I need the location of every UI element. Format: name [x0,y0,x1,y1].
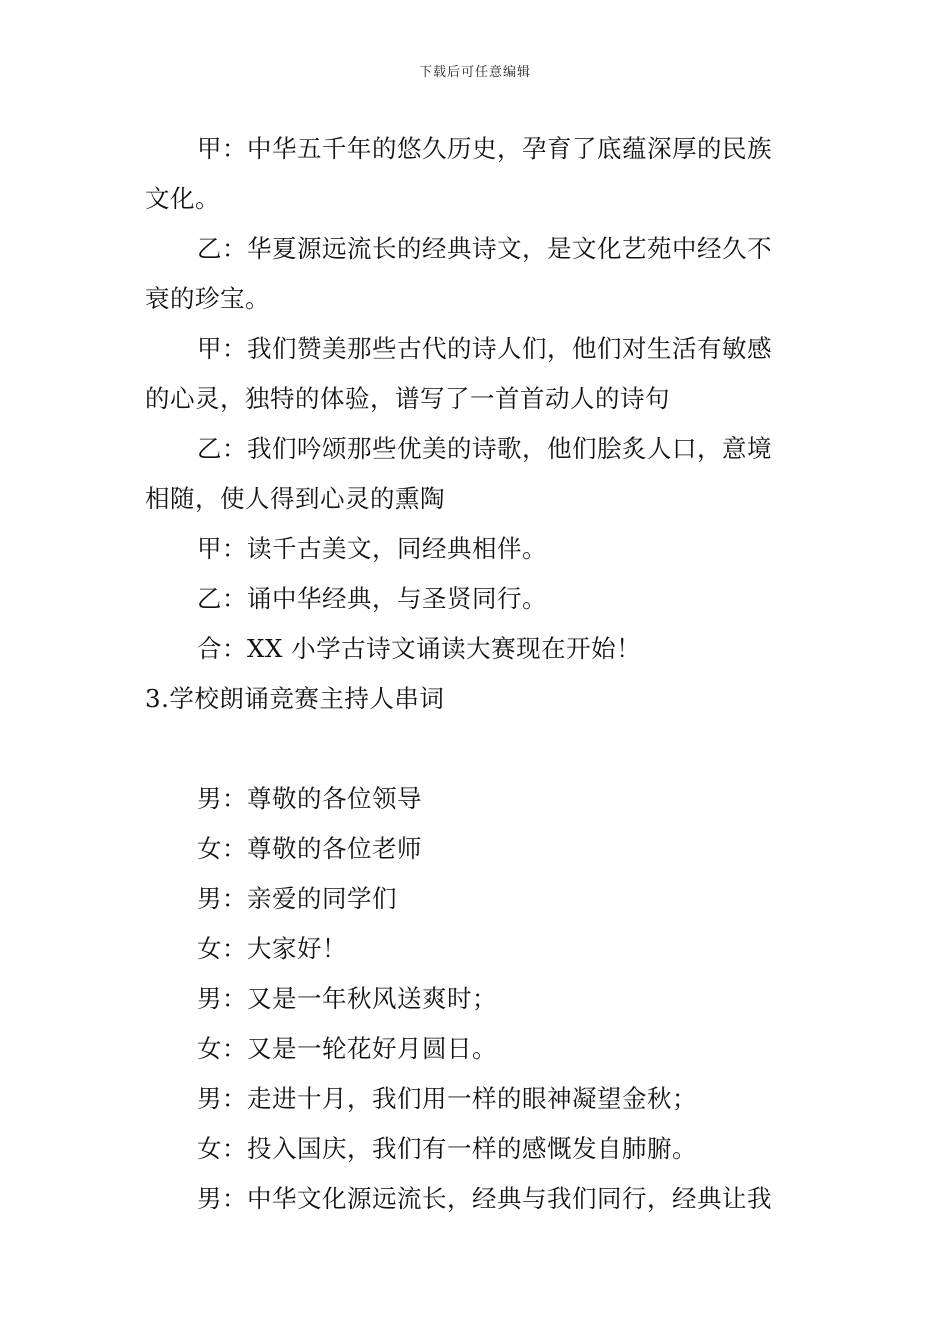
paragraph-line: 文化。 [145,184,220,213]
paragraph-line: 男：中华文化源远流长，经典与我们同行，经典让我 [197,1184,772,1213]
paragraph-line: 女：投入国庆，我们有一样的感慨发自肺腑。 [197,1134,697,1163]
paragraph-line: 男：亲爱的同学们 [197,884,397,913]
blank-line [145,724,810,774]
paragraph-line: 甲：读千古美文，同经典相伴。 [197,534,547,563]
paragraph-line: 男：走进十月，我们用一样的眼神凝望金秋； [197,1084,697,1113]
paragraph-line: 衰的珍宝。 [145,284,270,313]
paragraph-line: 乙：我们吟颂那些优美的诗歌，他们脍炙人口，意境 [197,434,772,463]
page-header: 下载后可任意编辑 [418,65,531,80]
paragraph-line: 男：又是一年秋风送爽时； [197,984,497,1013]
paragraph-line: 甲：我们赞美那些古代的诗人们，他们对生活有敏感 [197,334,772,363]
section-heading: 3.学校朗诵竞赛主持人串词 [145,684,445,713]
paragraph-line: 女：尊敬的各位老师 [197,834,422,863]
paragraph-line: 的心灵，独特的体验，谱写了一首首动人的诗句 [145,384,670,413]
document-body [145,124,810,1224]
paragraph-line: 女：大家好！ [197,934,347,963]
paragraph-line: 男：尊敬的各位领导 [197,784,422,813]
paragraph-line: 合：XX 小学古诗文诵读大赛现在开始！ [197,634,642,663]
paragraph-line: 女：又是一轮花好月圆日。 [197,1034,497,1063]
paragraph-line: 相随，使人得到心灵的熏陶 [145,484,445,513]
paragraph-line: 乙：诵中华经典，与圣贤同行。 [197,584,547,613]
paragraph-line: 甲：中华五千年的悠久历史，孕育了底蕴深厚的民族 [197,134,772,163]
paragraph-line: 乙：华夏源远流长的经典诗文，是文化艺苑中经久不 [197,234,772,263]
